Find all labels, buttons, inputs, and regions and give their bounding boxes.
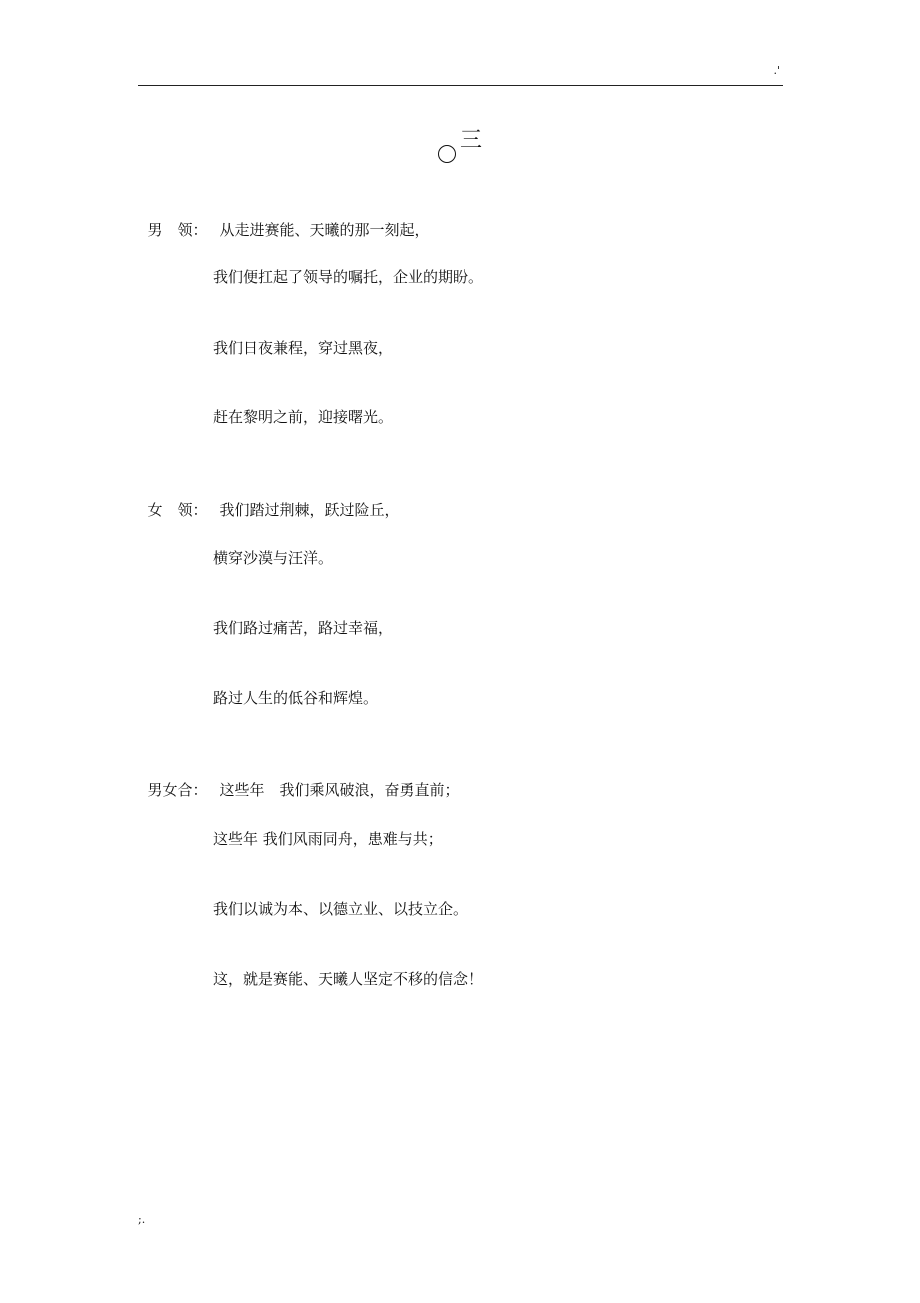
verse-line: 我们以诚为本、以德立业、以技立企。	[213, 900, 469, 918]
header-rule	[138, 85, 783, 86]
verse-line: 从走进赛能、天曦的那一刻起，	[219, 221, 430, 239]
page-footer-mark: ;.	[138, 1213, 146, 1226]
verse-line: 我们便扛起了领导的嘱托，企业的期盼。	[213, 268, 484, 286]
role-label-female-lead: 女 领：	[147, 501, 208, 519]
stanza-chorus-line-1	[138, 757, 460, 801]
circle-icon	[438, 145, 456, 163]
verse-line: 我们踏过荆棘，跃过险丘，	[219, 501, 400, 519]
verse-line: 路过人生的低谷和辉煌。	[213, 689, 379, 707]
section-number: 三	[459, 128, 482, 153]
page-header-mark: .'	[773, 64, 780, 77]
verse-line: 赶在黎明之前，迎接曙光。	[213, 408, 394, 426]
section-title	[0, 124, 920, 164]
verse-line: 横穿沙漠与汪洋。	[213, 549, 334, 567]
verse-line: 这，就是赛能、天曦人坚定不移的信念！	[213, 970, 484, 988]
verse-line: 我们路过痛苦，路过幸福，	[213, 619, 394, 637]
stanza-female-lead-line-1	[138, 477, 400, 521]
role-label-chorus: 男女合：	[147, 781, 208, 799]
verse-line: 这些年 我们风雨同舟，患难与共；	[213, 830, 443, 848]
stanza-male-lead-line-1	[138, 197, 430, 241]
role-label-male-lead: 男 领：	[147, 221, 208, 239]
verse-line: 这些年 我们乘风破浪，奋勇直前；	[219, 781, 460, 799]
verse-line: 我们日夜兼程，穿过黑夜，	[213, 339, 394, 357]
